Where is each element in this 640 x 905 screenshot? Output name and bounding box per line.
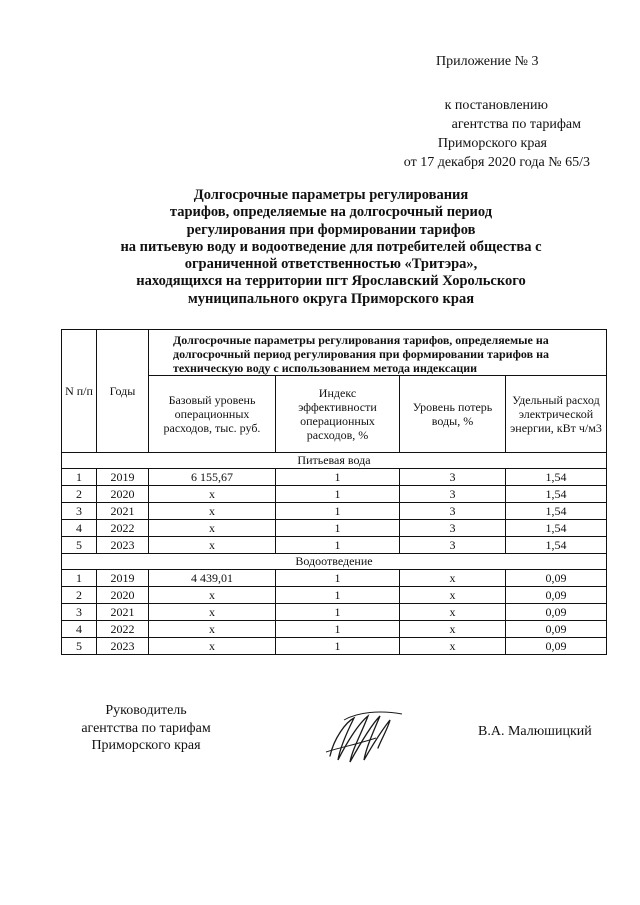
ref-line-3: Приморского края [437,136,547,151]
title-line: Долгосрочные параметры регулирования [193,187,469,203]
row-index: 1 [276,570,400,587]
row-number: 4 [62,520,97,537]
ref-line-1: к постановлению [444,98,548,113]
row-number: 4 [62,621,97,638]
row-energy: 0,09 [506,587,607,604]
row-losses: 3 [400,486,506,503]
row-losses: x [400,570,506,587]
row-index: 1 [276,486,400,503]
row-number: 5 [62,638,97,655]
header-years: Годы [97,330,149,453]
row-index: 1 [276,587,400,604]
row-losses: 3 [400,520,506,537]
ref-line-4: от 17 декабря 2020 года № 65/3 [403,155,590,170]
appendix-number: Приложение № 3 [436,54,539,69]
table-row [62,503,607,520]
position-line: Приморского края [91,738,201,753]
table-row [62,621,607,638]
row-energy: 0,09 [506,604,607,621]
row-energy: 1,54 [506,503,607,520]
section-title: Водоотведение [62,554,607,570]
table-row [62,486,607,503]
table-row [62,469,607,486]
row-year: 2021 [97,503,149,520]
header-energy-consumption: Удельный расход электрической энергии, кВт ч/м3 [506,376,607,453]
title-line: ограниченной ответственностью «Тритэра», [184,256,478,273]
title-line: на питьевую воду и водоотведение для потребителей общества с [120,238,542,255]
row-year: 2022 [97,621,149,638]
section-title: Питьевая вода [62,453,607,469]
row-number: 1 [62,469,97,486]
row-losses: x [400,587,506,604]
row-losses: 3 [400,503,506,520]
row-base: x [149,587,276,604]
row-losses: x [400,621,506,638]
row-number: 1 [62,570,97,587]
ref-line-2: агентства по тарифам [451,117,581,132]
row-year: 2023 [97,537,149,554]
row-number: 2 [62,486,97,503]
table-row [62,570,607,587]
row-index: 1 [276,503,400,520]
row-base: x [149,537,276,554]
table-row [62,604,607,621]
row-year: 2023 [97,638,149,655]
row-index: 1 [276,469,400,486]
row-base: x [149,503,276,520]
header-number: N п/п [62,330,97,453]
header-base-level: Базовый уровень операционных расходов, тыс. руб. [149,376,276,453]
row-energy: 0,09 [506,621,607,638]
row-number: 3 [62,604,97,621]
title-line: находящихся на территории пгт Ярославский Хорольского [136,273,526,290]
position-line: агентства по тарифам [81,720,211,736]
row-energy: 1,54 [506,537,607,554]
row-losses: x [400,604,506,621]
table-row [62,520,607,537]
row-index: 1 [276,520,400,537]
row-energy: 1,54 [506,469,607,486]
row-base: 4 439,01 [149,570,276,587]
row-base: x [149,638,276,655]
table-row [62,587,607,604]
handwritten-signature [318,708,408,768]
row-base: 6 155,67 [149,469,276,486]
row-base: x [149,520,276,537]
row-index: 1 [276,621,400,638]
header-water-losses: Уровень потерь воды, % [400,376,506,453]
row-index: 1 [276,604,400,621]
row-year: 2019 [97,469,149,486]
signatory-position [66,702,226,755]
signatory-name: В.А. Малюшицкий [478,724,592,739]
row-year: 2022 [97,520,149,537]
row-year: 2019 [97,570,149,587]
row-year: 2021 [97,604,149,621]
resolution-reference [404,96,590,172]
row-losses: 3 [400,537,506,554]
row-number: 3 [62,503,97,520]
row-year: 2020 [97,587,149,604]
row-energy: 0,09 [506,570,607,587]
row-index: 1 [276,638,400,655]
title-line: тарифов, определяемые на долгосрочный период [169,204,493,221]
row-base: x [149,621,276,638]
table-row [62,537,607,554]
position-line: Руководитель [105,703,187,718]
row-base: x [149,604,276,621]
title-line: муниципального округа Приморского края [187,290,475,307]
row-base: x [149,486,276,503]
row-number: 2 [62,587,97,604]
row-losses: 3 [400,469,506,486]
row-losses: x [400,638,506,655]
header-efficiency-index: Индекс эффективности операционных расходов, % [276,376,400,453]
title-line: регулирования при формировании тарифов [186,221,476,238]
row-year: 2020 [97,486,149,503]
document-title [96,187,566,308]
row-number: 5 [62,537,97,554]
parameters-table [61,329,607,655]
row-energy: 0,09 [506,638,607,655]
header-group: Долгосрочные параметры регулирования тарифов, определяемые на долгосрочный период регулирования при формировании тарифов на техническую воду с использованием метода индексации [149,330,607,376]
row-index: 1 [276,537,400,554]
row-energy: 1,54 [506,520,607,537]
row-energy: 1,54 [506,486,607,503]
table-row [62,638,607,655]
